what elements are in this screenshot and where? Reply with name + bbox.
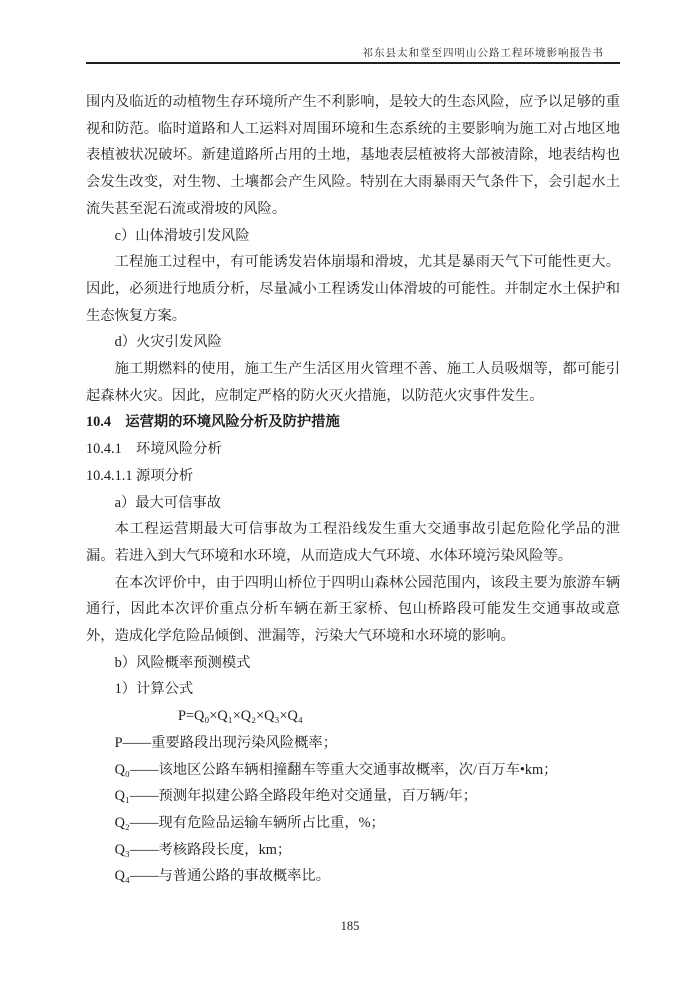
item-heading-a: a）最大可信事故: [114, 494, 222, 511]
section-heading-10-4-1: 10.4.1 环境风险分析: [86, 441, 222, 458]
probability-formula: P=Q₀×Q₁×Q₂×Q₃×Q₄: [178, 708, 303, 725]
paragraph-fire-risk: 施工期燃料的使用，施工生产生活区用火管理不善、施工人员吸烟等，都可能引起森林火灾。因此，应制定严格的防火灭火措施，以防范火灾事件发生。: [86, 361, 620, 404]
definition-q0: Q₀——该地区公路车辆相撞翻车等重大交通事故概率，次/百万车•km；: [114, 761, 558, 778]
definition-q3: Q₃——考核路段长度，km；: [114, 841, 292, 858]
item-heading-c: c）山体滑坡引发风险: [114, 227, 250, 244]
definition-q4: Q₄——与普通公路的事故概率比。: [114, 868, 331, 885]
paragraph-max-credible-accident: 本工程运营期最大可信事故为工程沿线发生重大交通事故引起危险化学品的泄漏。若进入到大气环境和水环境，从而造成大气环境、水体环境污染风险等。: [86, 521, 620, 564]
definition-q2: Q₂——现有危险品运输车辆所占比重，%；: [114, 814, 385, 831]
paragraph-assessment-focus: 在本次评价中，由于四明山桥位于四明山森林公园范围内，该段主要为旅游车辆通行，因此本次评价重点分析车辆在新王家桥、包山桥路段可能发生交通事故或意外，造成化学危险品倾倒、泄漏等，污染大气环境和水环境的影响。: [86, 574, 620, 645]
paragraph-eco-risk-continued: 围内及临近的动植物生存环境所产生不利影响，是较大的生态风险，应予以足够的重视和防范。临时道路和人工运料对周围环境和生态系统的主要影响为施工对占地区地表植被状况破坏。新建道路所占用的土地，基地表层植被将大部被清除，地表结构也会发生改变，对生物、土壤都会产生风险。特别在大雨暴雨天气条件下，会引起水土流失甚至泥石流或滑坡的风险。: [86, 94, 620, 217]
item-heading-d: d）火灾引发风险: [114, 334, 222, 351]
section-heading-10-4-1-1: 10.4.1.1 源项分析: [86, 467, 194, 484]
header-divider-rule: [86, 62, 620, 64]
item-heading-b: b）风险概率预测模式: [114, 654, 251, 671]
definition-q1: Q₁——预测年拟建公路全路段年绝对交通量，百万辆/年；: [114, 788, 477, 805]
item-heading-1: 1）计算公式: [114, 681, 194, 698]
page-body: [86, 89, 620, 890]
running-header-title: 祁东县太和堂至四明山公路工程环境影响报告书: [362, 48, 604, 59]
page-number: 185: [340, 919, 360, 933]
definition-p: P——重要路段出现污染风险概率；: [114, 734, 337, 751]
paragraph-landslide-risk: 工程施工过程中，有可能诱发岩体崩塌和滑坡，尤其是暴雨天气下可能性更大。因此，必须进行地质分析，尽量减小工程诱发山体滑坡的可能性。并制定水土保护和生态恢复方案。: [86, 254, 620, 324]
section-heading-10-4: 10.4 运营期的环境风险分析及防护措施: [86, 414, 340, 431]
